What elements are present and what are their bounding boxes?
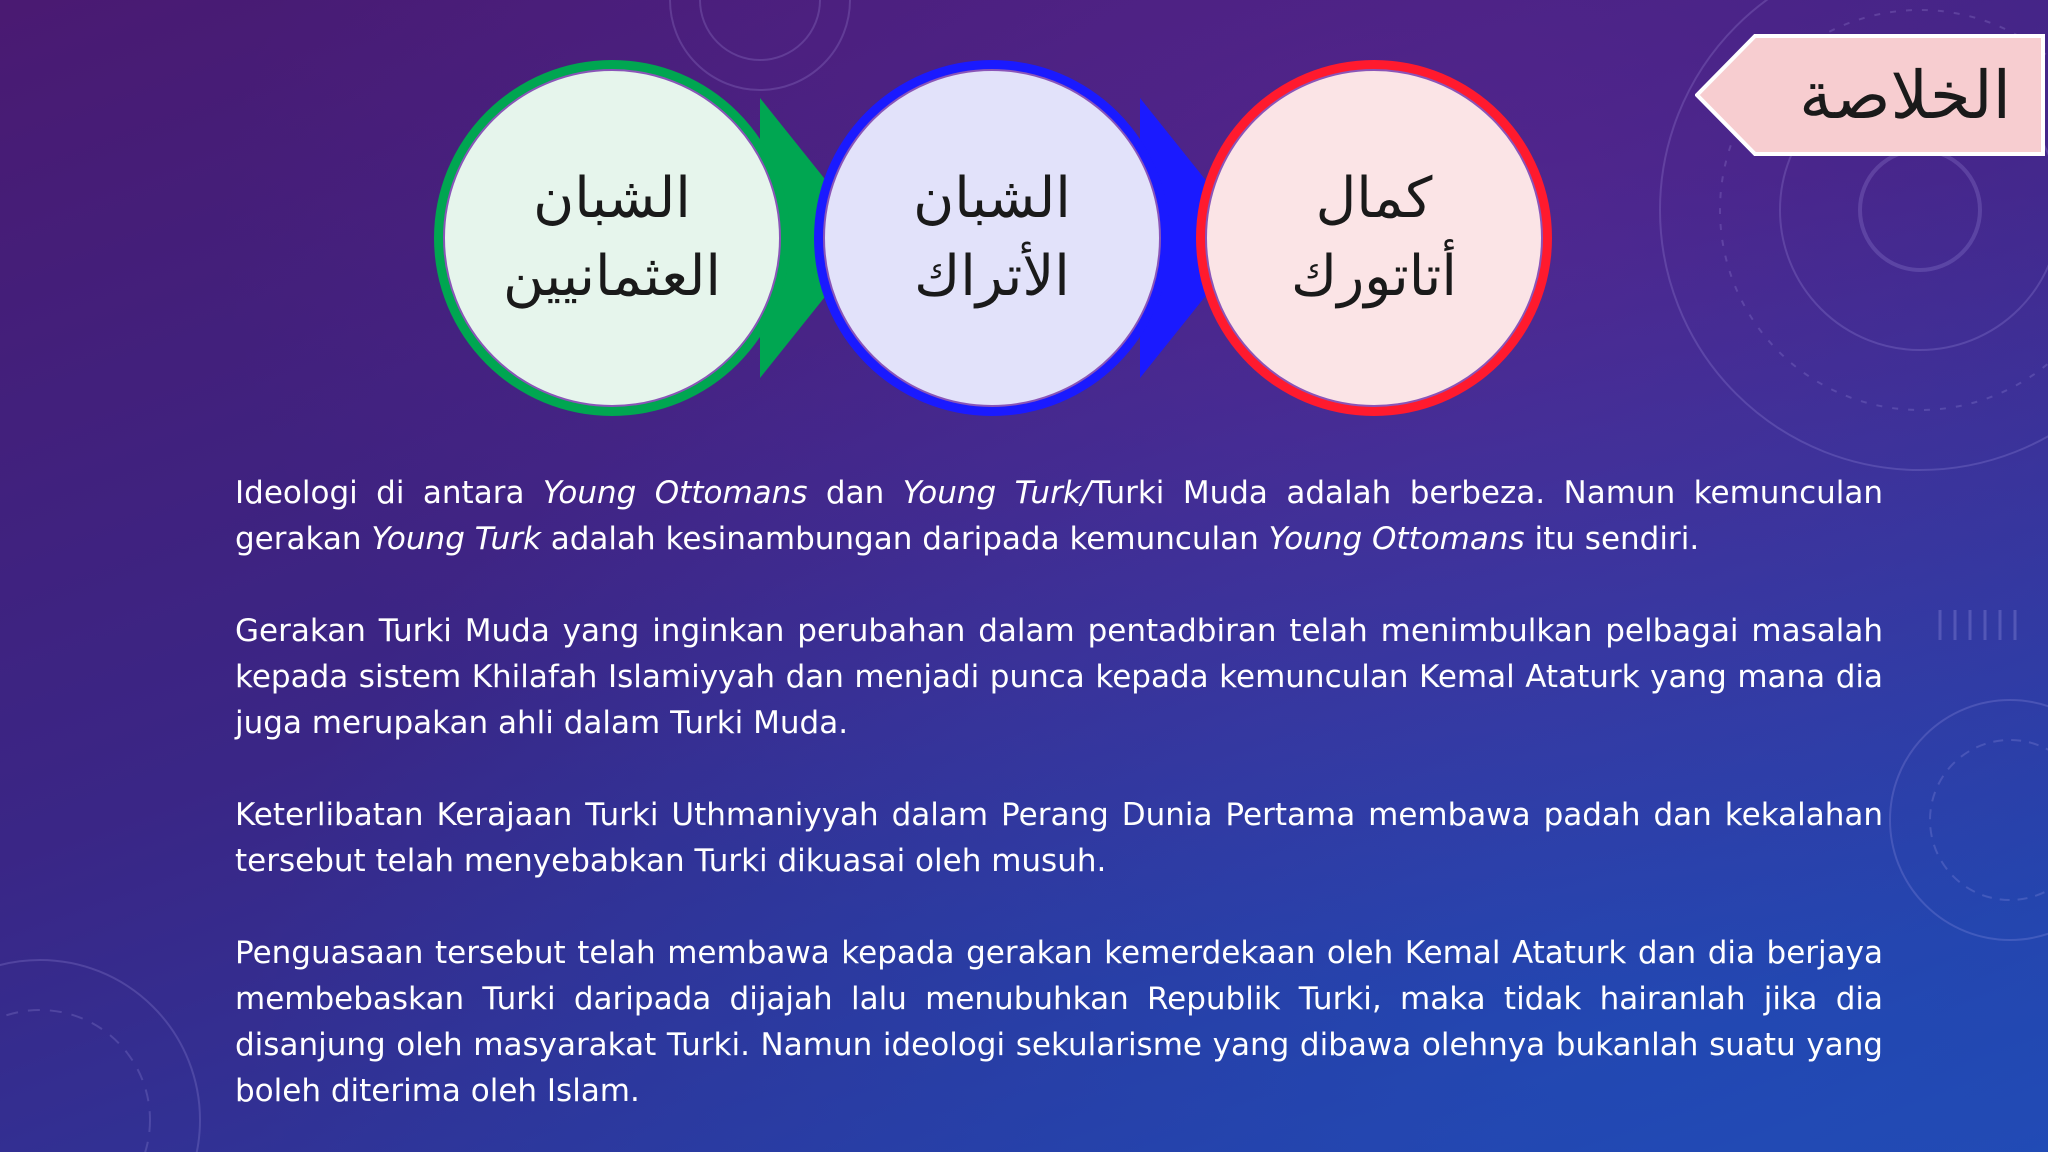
p1-italic-2: Young Turk/ — [902, 475, 1092, 511]
circle-2-label — [842, 160, 1142, 316]
page-title: الخلاصة — [1799, 56, 2011, 134]
p1-text-4: adalah kesinambungan daripada kemunculan — [540, 521, 1269, 557]
paragraph-3: Keterlibatan Kerajaan Turki Uthmaniyyah dalam Perang Dunia Pertama membawa padah dan kekalahan tersebut telah menyebabkan Turki dikuasai oleh musuh. — [235, 797, 1883, 879]
circle-3-line2: أتاتورك — [1291, 244, 1457, 309]
paragraph-1 — [235, 470, 1883, 562]
p1-text-2: dan — [807, 475, 903, 511]
paragraph-2: Gerakan Turki Muda yang inginkan perubahan dalam pentadbiran telah menimbulkan pelbagai masalah kepada sistem Khilafah Islamiyyah dan menjadi punca kepada kemunculan Kemal Ataturk yang mana dia juga merupakan ahli dalam Turki Muda. — [235, 613, 1883, 741]
circle-3-label — [1224, 160, 1524, 316]
circle-1-label — [462, 160, 762, 316]
p1-italic-4: Young Ottomans — [1268, 521, 1525, 557]
paragraph-4: Penguasaan tersebut telah membawa kepada gerakan kemerdekaan oleh Kemal Ataturk dan dia berjaya membebaskan Turki daripada dijajah lalu menubuhkan Republik Turki, maka tidak hairanlah jika dia disanjung oleh masyarakat Turki. Namun ideologi sekularisme yang dibawa olehnya bukanlah suatu yang boleh diterima oleh Islam. — [235, 935, 1883, 1109]
circle-2-line2: الأتراك — [914, 244, 1070, 309]
circle-1-line1: الشبان — [533, 166, 691, 231]
flow-diagram — [420, 50, 1580, 430]
circle-3-line1: كمال — [1315, 166, 1433, 231]
circle-1-line2: العثمانيين — [503, 244, 721, 309]
p1-italic-3: Young Turk — [371, 521, 541, 557]
p1-text-5: itu sendiri. — [1524, 521, 1700, 557]
body-text — [235, 470, 1883, 1114]
p1-text-3: Turki Muda adalah berbeza. Namun kemunculan gerakan — [235, 475, 1884, 557]
title-tag — [1695, 34, 2045, 156]
p1-italic-1: Young Ottomans — [542, 475, 808, 511]
p1-text-1: Ideologi di antara — [235, 475, 543, 511]
circle-2-line1: الشبان — [913, 166, 1071, 231]
